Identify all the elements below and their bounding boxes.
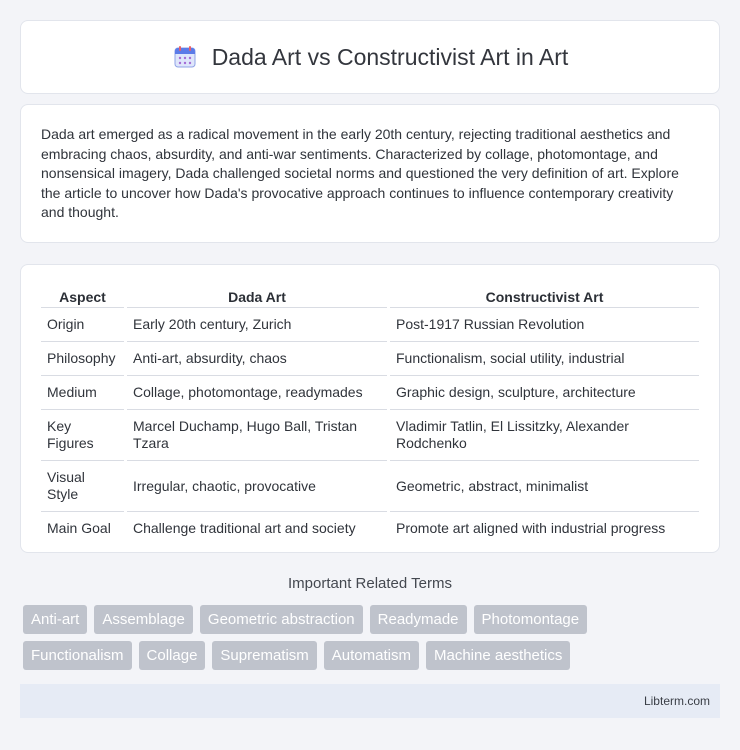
related-terms-list	[20, 605, 660, 670]
cell-constructivist: Functionalism, social utility, industrial	[390, 342, 699, 376]
footer-site-link[interactable]: Libterm.com	[643, 694, 710, 708]
tag-geometric-abstraction[interactable]: Geometric abstraction	[200, 605, 363, 634]
tag-automatism[interactable]: Automatism	[324, 641, 419, 670]
table-row	[41, 410, 699, 461]
intro-card	[20, 104, 720, 243]
cell-dada: Anti-art, absurdity, chaos	[127, 342, 387, 376]
calendar-icon	[172, 44, 198, 70]
comparison-table	[38, 285, 702, 545]
cell-constructivist: Post-1917 Russian Revolution	[390, 308, 699, 342]
table-row	[41, 461, 699, 512]
comparison-card	[20, 264, 720, 553]
cell-dada: Marcel Duchamp, Hugo Ball, Tristan Tzara	[127, 410, 387, 461]
footer	[20, 684, 720, 718]
header-dada-art: Dada Art	[127, 285, 387, 308]
tag-machine-aesthetics[interactable]: Machine aesthetics	[426, 641, 570, 670]
related-terms-heading: Important Related Terms	[288, 575, 452, 592]
cell-dada: Challenge traditional art and society	[133, 520, 356, 536]
cell-constructivist: Graphic design, sculpture, architecture	[390, 376, 699, 410]
table-header-row	[41, 285, 699, 308]
cell-aspect: Main Goal	[47, 520, 111, 536]
cell-dada: Early 20th century, Zurich	[127, 308, 387, 342]
cell-aspect: Medium	[41, 376, 124, 410]
table-row	[41, 512, 699, 545]
cell-constructivist: Promote art aligned with industrial progress	[396, 520, 666, 536]
tag-suprematism[interactable]: Suprematism	[212, 641, 316, 670]
tag-functionalism[interactable]: Functionalism	[23, 641, 132, 670]
cell-aspect: Visual Style	[41, 461, 124, 512]
header-constructivist-art: Constructivist Art	[390, 285, 699, 308]
cell-dada: Collage, photomontage, readymades	[127, 376, 387, 410]
intro-paragraph: Dada art emerged as a radical movement in the early 20th century, rejecting traditional aesthetics and embracing chaos, absurdity, and anti-war sentiments. Characterized by collage, photomontage, and nonsensical imagery, Dada challenged societal norms and questioned the very definition of art. Explore the article to uncover how Dada's provocative approach continues to influence contemporary creativity and thought.	[41, 126, 679, 221]
table-row	[41, 308, 699, 342]
tag-collage[interactable]: Collage	[139, 641, 206, 670]
cell-aspect: Origin	[41, 308, 124, 342]
cell-aspect: Key Figures	[41, 410, 124, 461]
tag-assemblage[interactable]: Assemblage	[94, 605, 193, 634]
header-aspect: Aspect	[41, 285, 124, 308]
tag-readymade[interactable]: Readymade	[370, 605, 467, 634]
page-title: Dada Art vs Constructivist Art in Art	[211, 43, 569, 70]
table-row	[41, 376, 699, 410]
tag-anti-art[interactable]: Anti-art	[23, 605, 87, 634]
cell-constructivist: Vladimir Tatlin, El Lissitzky, Alexander Rodchenko	[390, 410, 699, 461]
tag-photomontage[interactable]: Photomontage	[474, 605, 588, 634]
title-card	[20, 20, 720, 94]
cell-constructivist: Geometric, abstract, minimalist	[390, 461, 699, 512]
cell-aspect: Philosophy	[41, 342, 124, 376]
table-row	[41, 342, 699, 376]
cell-dada: Irregular, chaotic, provocative	[127, 461, 387, 512]
